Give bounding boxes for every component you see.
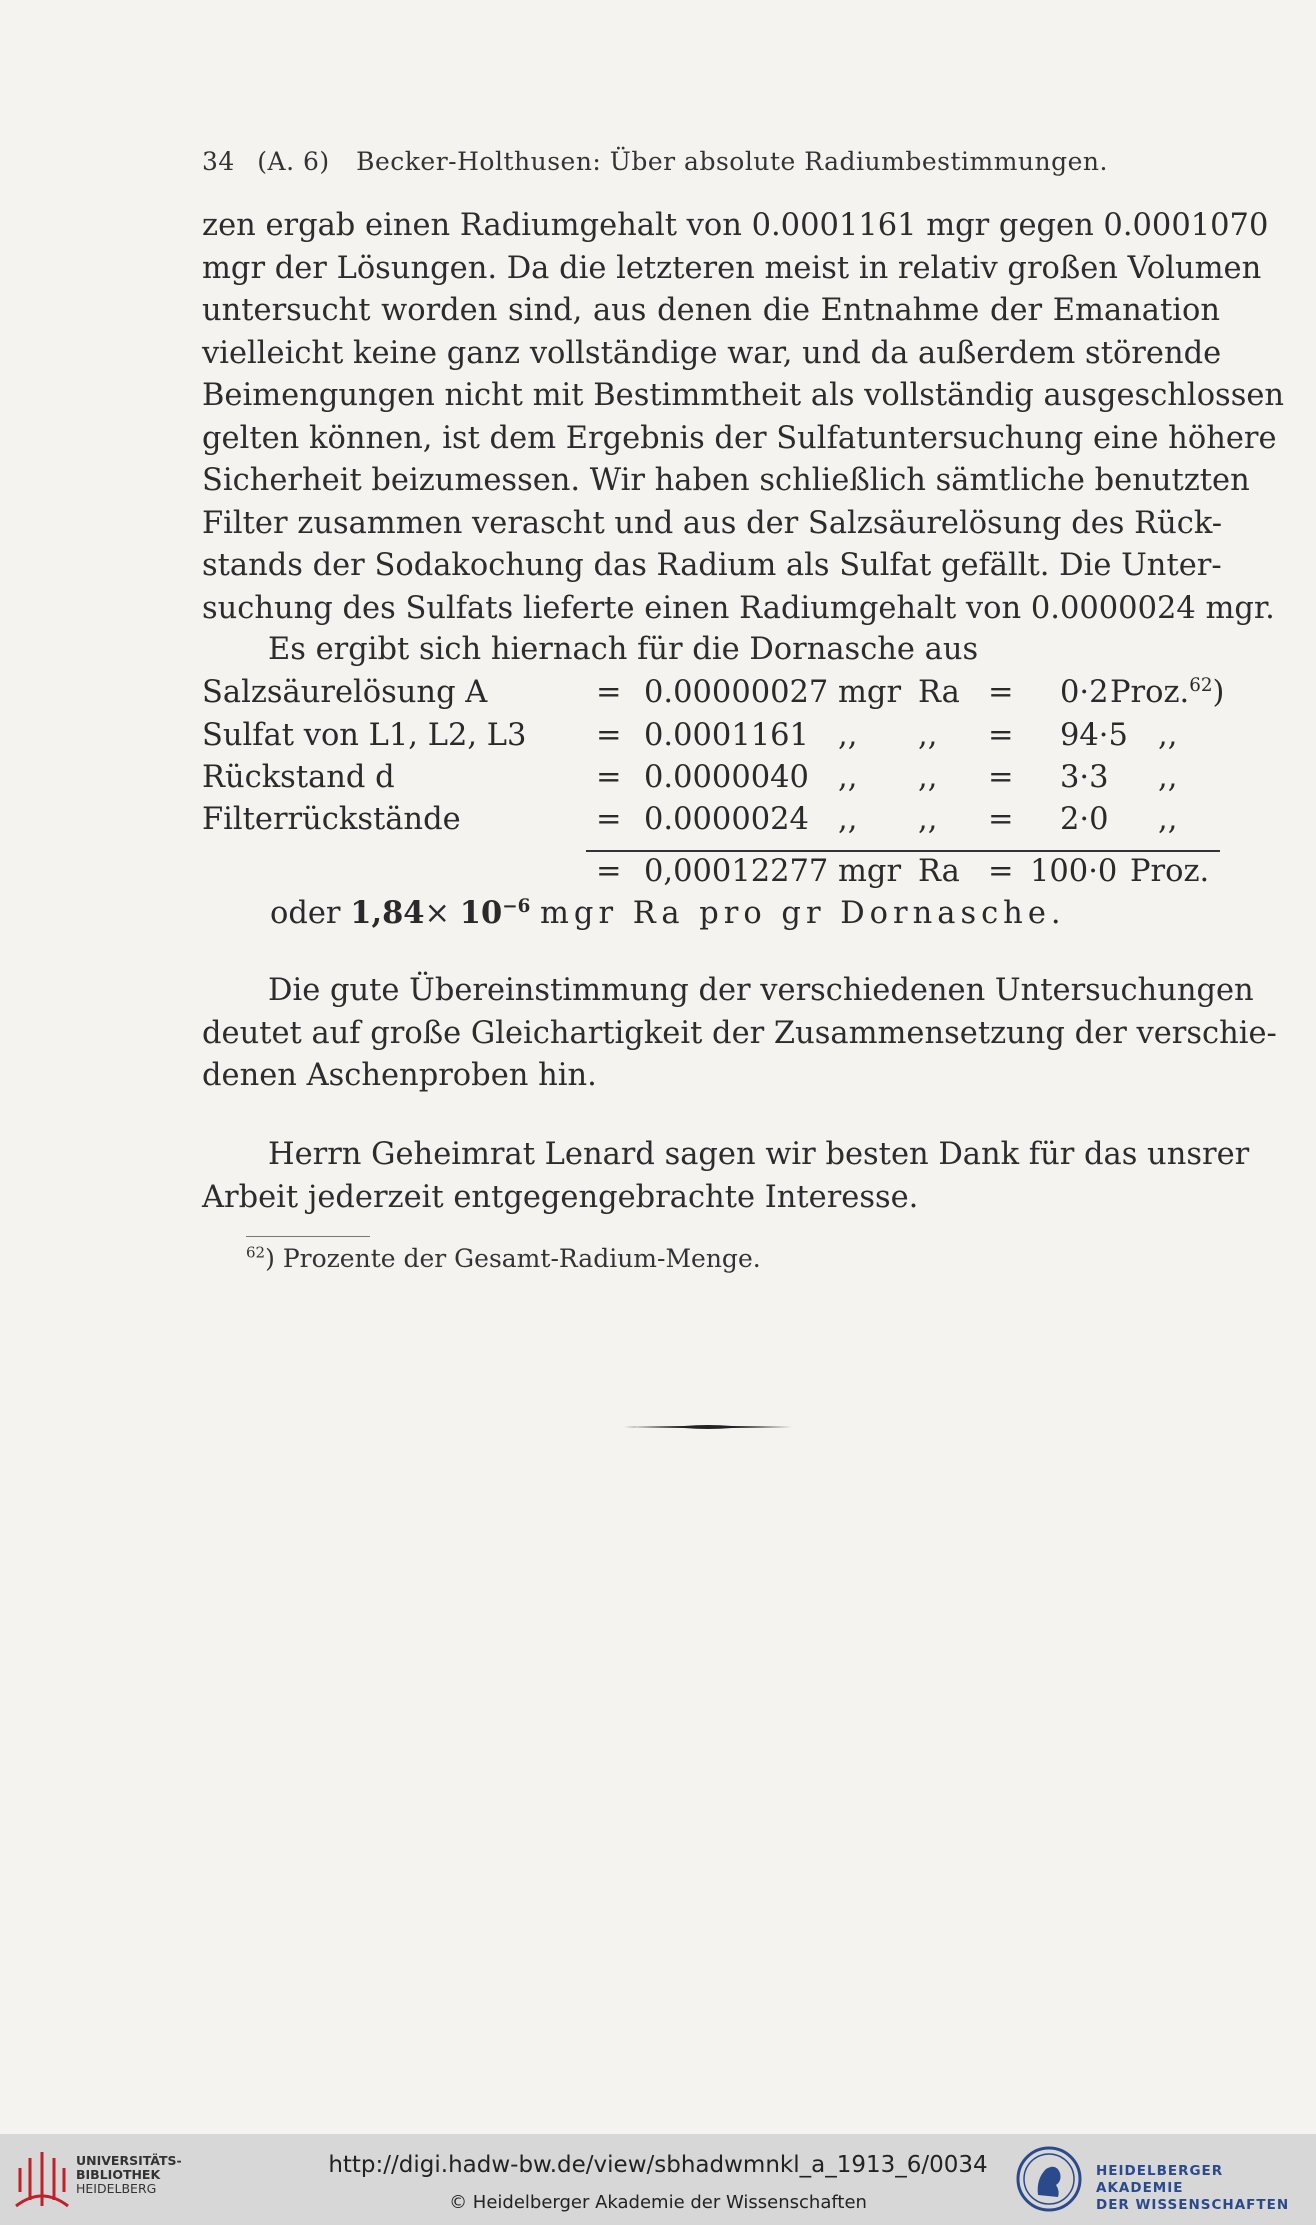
row-value: 0.0001161: [644, 718, 809, 753]
library-name-line: HEIDELBERG: [76, 2181, 157, 2196]
row-percent: 3·3: [1060, 760, 1109, 795]
row-value: 0.00000027: [644, 675, 829, 710]
row-unit: ,,: [838, 760, 858, 795]
total-value: 0,00012277: [644, 854, 829, 889]
row-label: Sulfat von L1, L2, L3: [202, 718, 527, 753]
viewer-footer: [0, 2134, 1316, 2225]
permalink[interactable]: http://digi.hadw-bw.de/view/sbhadwmnkl_a_1913_6/0034: [328, 2152, 988, 2178]
row-unit: ,,: [838, 802, 858, 837]
text-line: stands der Sodakochung das Radium als Sulfat gefällt. Die Unter-: [202, 548, 1222, 583]
equals-sign: =: [596, 760, 622, 795]
academy-name: [1096, 2163, 1316, 2214]
total-suffix: Proz.: [1130, 854, 1210, 889]
row-value: 0.0000024: [644, 802, 809, 837]
row-value: 0.0000040: [644, 760, 809, 795]
oder-prefix: oder: [270, 896, 341, 931]
text-line: denen Aschenproben hin.: [202, 1058, 597, 1093]
row-percent: 2·0: [1060, 802, 1109, 837]
academy-seal-icon: [1016, 2145, 1082, 2213]
text-line: vielleicht keine ganz vollständige war, und da außerdem störende: [202, 335, 1222, 371]
footnote: [246, 1244, 761, 1273]
row-suffix: ,,: [1158, 718, 1178, 753]
equals-sign: =: [988, 760, 1014, 795]
running-title: Becker-Holthusen: Über absolute Radiumbestimmungen.: [356, 147, 1108, 176]
oder-base: 10: [459, 895, 503, 931]
row-element: ,,: [918, 760, 938, 795]
equals-sign: =: [596, 854, 622, 889]
equals-sign: =: [988, 675, 1014, 710]
row-unit: ,,: [838, 718, 858, 753]
text-line: untersucht worden sind, aus denen die Entnahme der Emanation: [202, 293, 1220, 328]
text-line: mgr der Lösungen. Da die letzteren meist in relativ großen Volumen: [202, 250, 1262, 286]
copyright-notice: © Heidelberger Akademie der Wissenschaften: [449, 2192, 867, 2213]
equals-sign: =: [988, 718, 1014, 753]
table-intro: Es ergibt sich hiernach für die Dornasche aus: [268, 632, 979, 667]
times-sign: ×: [424, 896, 451, 931]
footnote-text: Prozente der Gesamt-Radium-Menge.: [282, 1244, 761, 1273]
total-unit: mgr: [838, 854, 902, 889]
text-line: zen ergab einen Radiumgehalt von 0.0001161 mgr gegen 0.0001070: [202, 208, 1269, 243]
equals-sign: =: [988, 854, 1014, 889]
row-suffix: Proz.$^{62}$): [1110, 674, 1225, 710]
row-percent: 94·5: [1060, 718, 1128, 753]
equals-sign: =: [596, 718, 622, 753]
text-line: Beimengungen nicht mit Bestimmtheit als vollständig ausgeschlossen: [202, 378, 1285, 413]
oder-line: [270, 895, 1066, 931]
paragraph-3: [202, 1134, 1250, 1219]
text-line: suchung des Sulfats lieferte einen Radiumgehalt von 0.0000024 mgr.: [202, 590, 1275, 626]
library-name-line: UNIVERSITÄTS-: [76, 2153, 182, 2168]
equals-sign: =: [596, 675, 622, 710]
equals-sign: =: [988, 802, 1014, 837]
row-label: Rückstand d: [202, 760, 395, 795]
row-suffix: ,,: [1158, 802, 1178, 837]
academy-name-line: DER WISSENSCHAFTEN: [1096, 2197, 1290, 2213]
text-line: Herrn Geheimrat Lenard sagen wir besten Dank für das unsrer: [268, 1137, 1250, 1172]
text-line: Arbeit jederzeit entgegengebrachte Interesse.: [202, 1179, 919, 1215]
row-suffix: ,,: [1158, 760, 1178, 795]
row-element: Ra: [918, 675, 960, 710]
row-unit: mgr: [838, 675, 902, 710]
row-label: Salzsäurelösung A: [202, 675, 488, 710]
equals-sign: =: [596, 802, 622, 837]
running-header: [202, 147, 1122, 176]
footnote-ref: 62: [1189, 674, 1213, 696]
paragraph-2: [202, 970, 1277, 1098]
text-line: deutet auf große Gleichartigkeit der Zusammensetzung der verschie-: [202, 1015, 1277, 1051]
text-line: Filter zusammen verascht und aus der Salzsäurelösung des Rück-: [202, 505, 1223, 541]
row-element: ,,: [918, 802, 938, 837]
end-ornament: [624, 1424, 792, 1430]
total-percent: 100·0: [1030, 854, 1118, 889]
academy-name-line: HEIDELBERGER AKADEMIE: [1096, 2163, 1224, 2196]
footnote-rule: [246, 1236, 370, 1237]
total-element: Ra: [918, 854, 960, 889]
page-number: 34: [202, 147, 235, 176]
paragraph-1: [202, 205, 1285, 630]
text-line: Die gute Übereinstimmung der verschiedenen Untersuchungen: [268, 973, 1254, 1008]
footnote-paren: ): [265, 1244, 275, 1273]
oder-value: 1,84: [350, 895, 425, 931]
sum-rule: [586, 850, 1220, 852]
footnote-number: 62: [246, 1243, 266, 1262]
row-element: ,,: [918, 718, 938, 753]
oder-rest: mgr Ra pro gr Dornasche.: [540, 896, 1066, 931]
row-percent: 0·2: [1060, 675, 1109, 710]
row-label: Filterrückstände: [202, 802, 461, 837]
library-name-line: BIBLIOTHEK: [76, 2167, 161, 2182]
text-line: gelten können, ist dem Ergebnis der Sulfatuntersuchung eine höhere: [202, 420, 1277, 456]
text-line: Sicherheit beizumessen. Wir haben schließlich sämtliche benutzten: [202, 463, 1250, 498]
oder-exponent: −6: [502, 895, 531, 917]
section-ref: (A. 6): [257, 147, 330, 176]
